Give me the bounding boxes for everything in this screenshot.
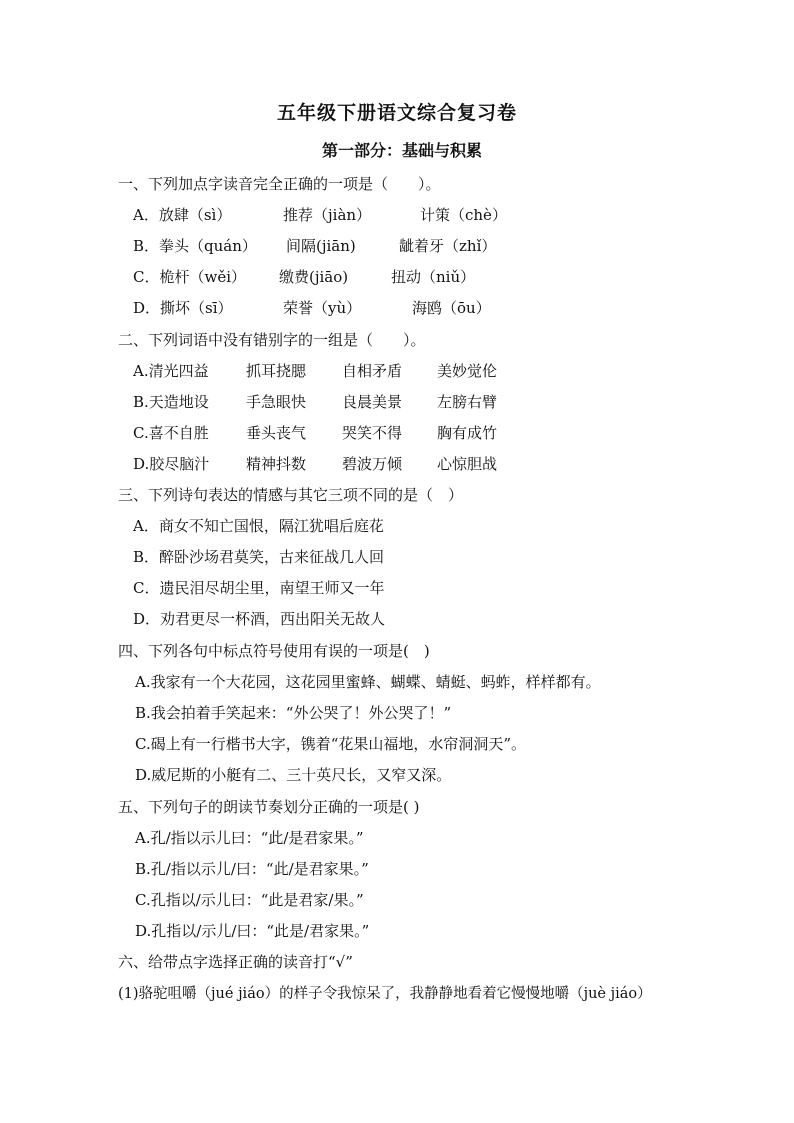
option-cell: D．撕坏（sī）	[133, 299, 233, 317]
question-6-item-1: (1)骆驼咀嚼（jué jiáo）的样子令我惊呆了，我静静地看着它慢慢地嚼（juè jiáo）	[118, 986, 652, 1002]
option-cell: 扭动（niǔ）	[391, 268, 476, 286]
option-cell: 垂头丧气	[246, 424, 307, 442]
option-cell: 间隔(jiān)	[286, 237, 356, 255]
option-cell: 海鸥（ōu）	[412, 299, 491, 317]
question-4-option-d: D.威尼斯的小艇有二、三十英尺长，又窄又深。	[135, 766, 452, 784]
option-cell: B．拳头（quán）	[133, 237, 257, 255]
option-cell: 心惊胆战	[437, 455, 498, 473]
option-cell: C．桅杆（wěi）	[133, 268, 246, 286]
option-cell: 美妙觉伦	[437, 362, 498, 380]
question-3-option-b: B．醉卧沙场君莫笑，古来征战几人回	[133, 548, 385, 566]
question-5-stem: 五、下列句子的朗读节奏划分正确的一项是( )	[118, 798, 420, 816]
option-cell: 哭笑不得	[342, 424, 403, 442]
option-cell: 精神抖数	[246, 455, 307, 473]
option-cell: A．放肆（sì）	[133, 206, 232, 224]
option-cell: 左膀右臂	[437, 393, 498, 411]
option-cell: 手急眼快	[246, 393, 307, 411]
option-cell: 推荐（jiàn）	[283, 206, 372, 224]
question-4-option-c: C.碣上有一行楷书大字，镌着“花果山福地，水帘洞洞天”。	[135, 735, 527, 753]
option-cell: 自相矛盾	[342, 362, 403, 380]
question-3-option-c: C．遗民泪尽胡尘里，南望王师又一年	[133, 579, 385, 597]
option-cell: 缴费(jiāo)	[279, 268, 349, 286]
option-cell: B.天造地设	[133, 393, 209, 411]
option-cell: C.喜不自胜	[133, 424, 209, 442]
option-cell: 碧波万倾	[342, 455, 403, 473]
option-cell: 胸有成竹	[437, 424, 498, 442]
document-title: 五年级下册语文综合复习卷	[276, 102, 517, 124]
question-5-option-b: B.孔/指以示儿/曰：“此/是君家果。”	[135, 860, 369, 878]
question-5-option-a: A.孔/指以示儿曰：“此/是君家果。”	[135, 829, 364, 847]
question-5-option-d: D.孔指以/示儿/曰：“此是/君家果。”	[135, 922, 370, 940]
option-cell: 良晨美景	[342, 393, 403, 411]
option-cell: D.胶尽脑汁	[133, 455, 210, 473]
option-cell: A.清光四益	[133, 362, 209, 380]
option-cell: 荣誉（yù）	[283, 299, 362, 317]
question-2-stem: 二、下列词语中没有错别字的一组是（ ）。	[118, 331, 426, 349]
question-5-option-c: C.孔指以/示儿曰：“此是君家/果。”	[135, 891, 364, 909]
option-cell: 龇着牙（zhǐ）	[399, 237, 497, 255]
option-cell: 计策（chè）	[420, 206, 507, 224]
question-3-option-a: A．商女不知亡国恨，隔江犹唱后庭花	[133, 517, 384, 535]
part-title: 第一部分：基础与积累	[321, 141, 482, 160]
question-1-stem: 一、下列加点字读音完全正确的一项是（ ）。	[118, 175, 441, 193]
option-cell: 抓耳挠腮	[246, 362, 307, 380]
question-4-stem: 四、下列各句中标点符号使用有误的一项是( )	[118, 642, 430, 660]
question-4-option-b: B.我会拍着手笑起来：“外公哭了！外公哭了！”	[135, 704, 452, 722]
question-4-option-a: A.我家有一个大花园，这花园里蜜蜂、蝴蝶、蜻蜓、蚂蚱，样样都有。	[135, 673, 601, 691]
question-3-stem: 三、下列诗句表达的情感与其它三项不同的是（ ）	[118, 486, 464, 504]
question-6-stem: 六、给带点字选择正确的读音打“√”	[118, 953, 353, 971]
question-3-option-d: D．劝君更尽一杯酒，西出阳关无故人	[133, 610, 386, 628]
